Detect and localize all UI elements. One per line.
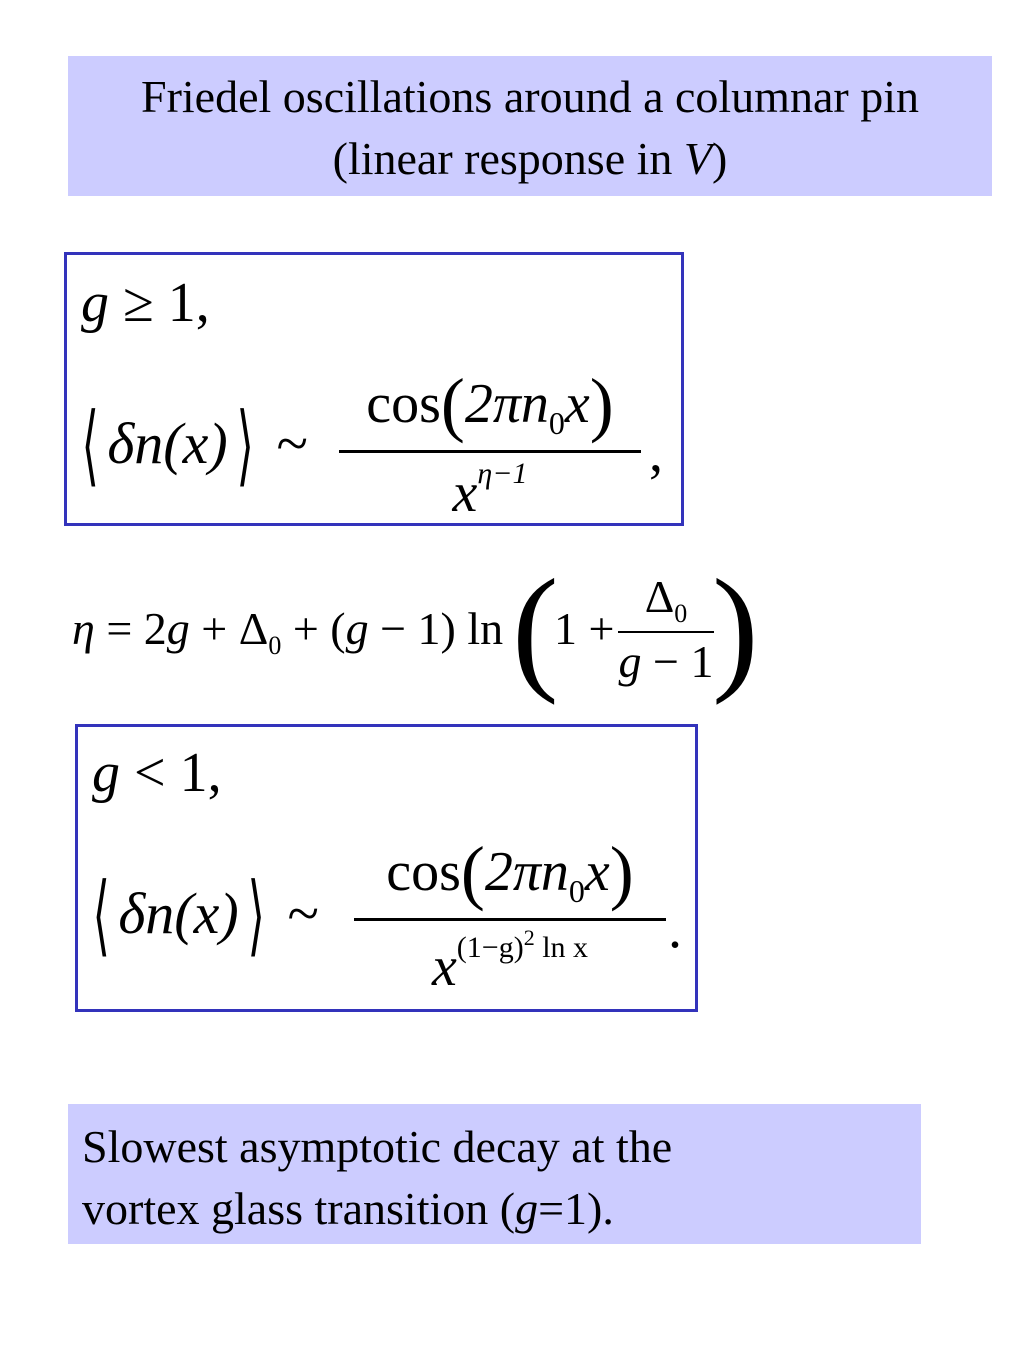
end-comma: , — [649, 422, 663, 484]
title-banner — [68, 56, 992, 196]
left-angle: ⟨ — [92, 868, 110, 965]
den-exponent — [456, 925, 589, 964]
eta-frac-delta-sub: 0 — [674, 599, 688, 628]
eta-g2: g — [345, 603, 369, 654]
close-paren: ) — [589, 364, 614, 444]
fraction-bar — [339, 450, 641, 453]
note-variable: g — [515, 1183, 539, 1234]
den-exp-sq: 2 — [523, 925, 535, 950]
open-paren: ( — [460, 832, 485, 912]
cos: cos — [386, 841, 461, 903]
cos: cos — [366, 373, 441, 435]
den-exp-b: ln x — [534, 931, 589, 964]
cond-var: g — [81, 272, 109, 334]
eta-symbol: η — [72, 603, 95, 654]
eta-delta-sub: 0 — [268, 631, 282, 660]
eta-plus-paren: + ( — [281, 603, 346, 654]
eta-frac-den — [618, 635, 714, 688]
end-period: . — [668, 898, 682, 960]
num-arg-b: x — [564, 373, 590, 435]
open-paren: ( — [440, 364, 465, 444]
eta-frac-den-rest: − 1 — [641, 636, 714, 687]
eta-close-bigparen: ) — [712, 551, 759, 706]
den-exponent: η−1 — [477, 457, 528, 490]
tilde: ~ — [287, 881, 319, 946]
note-line-2-prefix: vortex glass transition ( — [82, 1183, 516, 1234]
eta-frac-bar — [618, 631, 714, 633]
formula-box-g-lt-1 — [75, 724, 698, 1012]
tilde: ~ — [276, 411, 308, 476]
formula-box-g-ge-1 — [64, 252, 684, 526]
den-base: x — [452, 462, 478, 524]
title-line-2-suffix: ) — [712, 133, 728, 184]
numerator — [339, 363, 641, 446]
fraction-bar — [354, 918, 666, 921]
denominator — [339, 457, 641, 525]
condition-g-lt-1 — [92, 741, 222, 805]
title-line-2-prefix: (linear response in — [332, 133, 684, 184]
denominator — [354, 925, 666, 999]
eta-frac-num — [618, 570, 714, 629]
fraction — [354, 831, 666, 999]
num-arg-sub: 0 — [568, 873, 585, 909]
note-line-2-suffix: =1). — [538, 1183, 614, 1234]
numerator — [354, 831, 666, 914]
cond-var: g — [92, 742, 120, 804]
condition-g-ge-1 — [81, 271, 210, 335]
lhs-density — [73, 393, 308, 497]
eta-lhs-part — [72, 602, 503, 661]
cond-rel: ≥ 1, — [109, 272, 210, 334]
fraction — [339, 363, 641, 525]
cond-rel: < 1, — [120, 742, 222, 804]
left-angle: ⟨ — [81, 398, 99, 495]
eta-open-bigparen: ( — [512, 551, 559, 706]
eta-eq-2: = 2 — [94, 603, 167, 654]
note-line-2 — [82, 1178, 921, 1240]
conclusion-banner — [68, 1104, 921, 1244]
eta-plus-delta: + Δ — [189, 603, 269, 654]
eta-frac-delta: Δ — [644, 571, 675, 622]
note-line-1: Slowest asymptotic decay at the — [82, 1121, 673, 1172]
eta-one-plus: 1 + — [554, 603, 615, 654]
delta-n-x: δn(x) — [118, 881, 239, 946]
right-angle: ⟩ — [247, 868, 265, 965]
den-exp-a: (1−g) — [456, 931, 524, 964]
eta-frac-den-g: g — [618, 636, 642, 687]
lhs-density — [84, 863, 319, 967]
title-line-2 — [68, 128, 992, 190]
title-line-1: Friedel oscillations around a columnar pin — [141, 71, 919, 122]
eta-g1: g — [166, 603, 190, 654]
eta-inner-fraction — [618, 570, 714, 688]
num-arg-a: 2πn — [484, 841, 569, 903]
num-arg-b: x — [584, 841, 610, 903]
right-angle: ⟩ — [236, 398, 254, 495]
eta-minus-ln: − 1) ln — [368, 603, 504, 654]
title-variable: V — [683, 133, 713, 184]
num-arg-a: 2πn — [464, 373, 549, 435]
delta-n-x: δn(x) — [107, 411, 228, 476]
num-arg-sub: 0 — [548, 405, 565, 441]
close-paren: ) — [609, 832, 634, 912]
den-base: x — [431, 936, 457, 998]
